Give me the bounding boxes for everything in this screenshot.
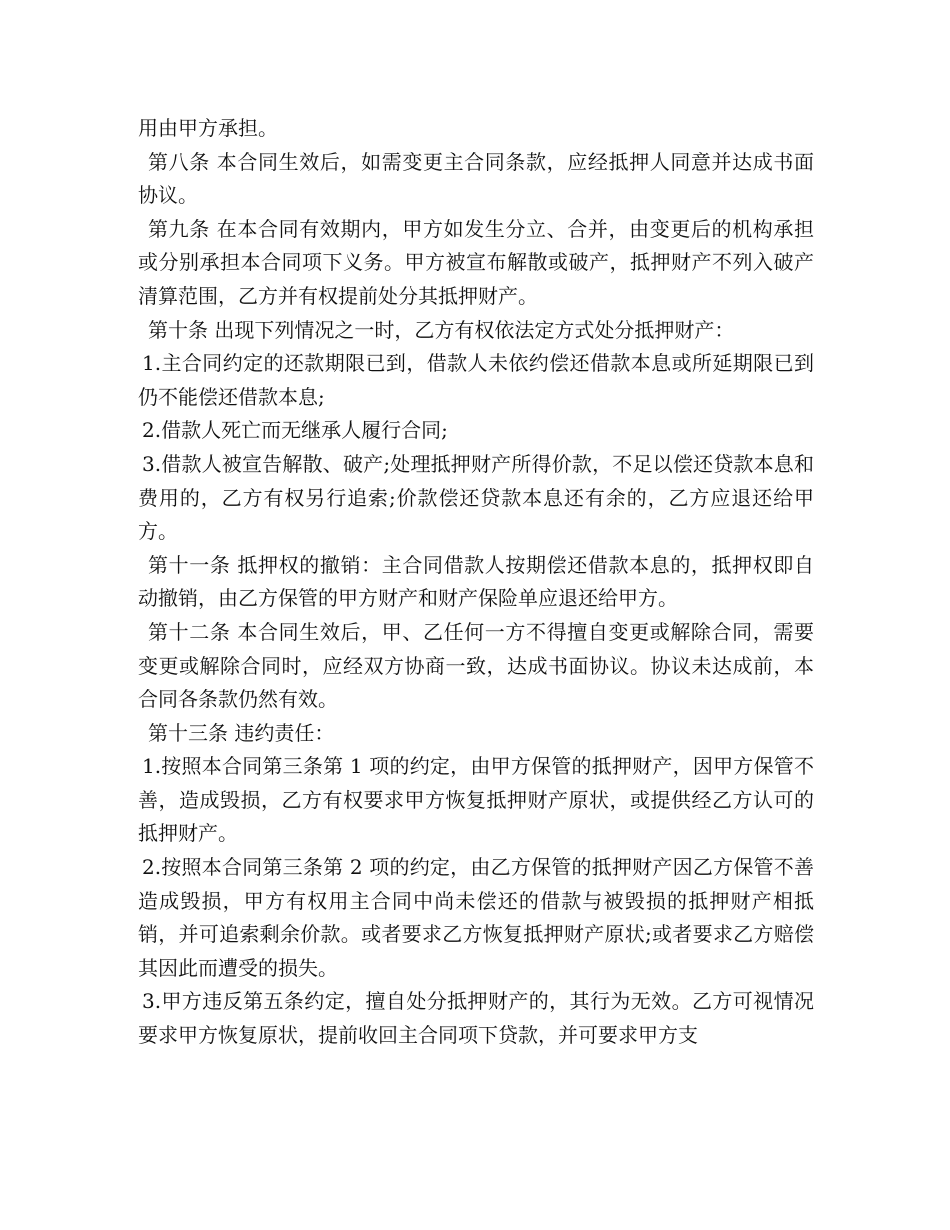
paragraph-continuation: 用由甲方承担。 (138, 116, 278, 140)
article-10-item-2: 2.借款人死亡而无继承人履行合同; (142, 418, 448, 443)
article-10: 第十条 出现下列情况之一时，乙方有权依法定方式处分抵押财产： (148, 317, 735, 342)
article-13: 第十三条 违约责任： (148, 720, 335, 745)
article-13-item-1: 1.按照本合同第三条第 1 项的约定，由甲方保管的抵押财产，因甲方保管不善，造成毁损，乙方有权要求甲方恢复抵押财产原状，或提供经乙方认可的抵押财产。 (138, 754, 814, 846)
article-9: 第九条 在本合同有效期内，甲方如发生分立、合并，由变更后的机构承担或分别承担本合同项下义务。甲方被宣布解散或破产，抵押财产不列入破产清算范围，乙方并有权提前处分其抵押财产。 (138, 216, 814, 308)
document-page (138, 112, 814, 1053)
article-12: 第十二条 本合同生效后，甲、乙任何一方不得擅自变更或解除合同，需要变更或解除合同时，应经双方协商一致，达成书面协议。协议未达成前，本合同各条款仍然有效。 (138, 619, 814, 712)
article-10-item-3: 3.借款人被宣告解散、破产;处理抵押财产所得价款，不足以偿还贷款本息和费用的，乙方有权另行追索;价款偿还贷款本息还有余的，乙方应退还给甲方。 (138, 451, 814, 544)
article-13-item-3: 3.甲方违反第五条约定，擅自处分抵押财产的，其行为无效。乙方可视情况要求甲方恢复原状，提前收回主合同项下贷款，并可要求甲方支 (138, 989, 814, 1048)
article-10-item-1: 1.主合同约定的还款期限已到，借款人未依约偿还借款本息或所延期限已到仍不能偿还借款本息; (138, 351, 814, 409)
article-8: 第八条 本合同生效后，如需变更主合同条款，应经抵押人同意并达成书面协议。 (138, 149, 814, 208)
article-13-item-2: 2.按照本合同第三条第 2 项的约定，由乙方保管的抵押财产因乙方保管不善造成毁损，甲方有权用主合同中尚未偿还的借款与被毁损的抵押财产相抵销，并可追索剩余价款。或者要求乙方恢复抵押财产原状;或者要求乙方赔偿其因此而遭受的损失。 (138, 855, 814, 980)
article-11: 第十一条 抵押权的撤销：主合同借款人按期偿还借款本息的，抵押权即自动撤销，由乙方保管的甲方财产和财产保险单应退还给甲方。 (138, 552, 814, 611)
